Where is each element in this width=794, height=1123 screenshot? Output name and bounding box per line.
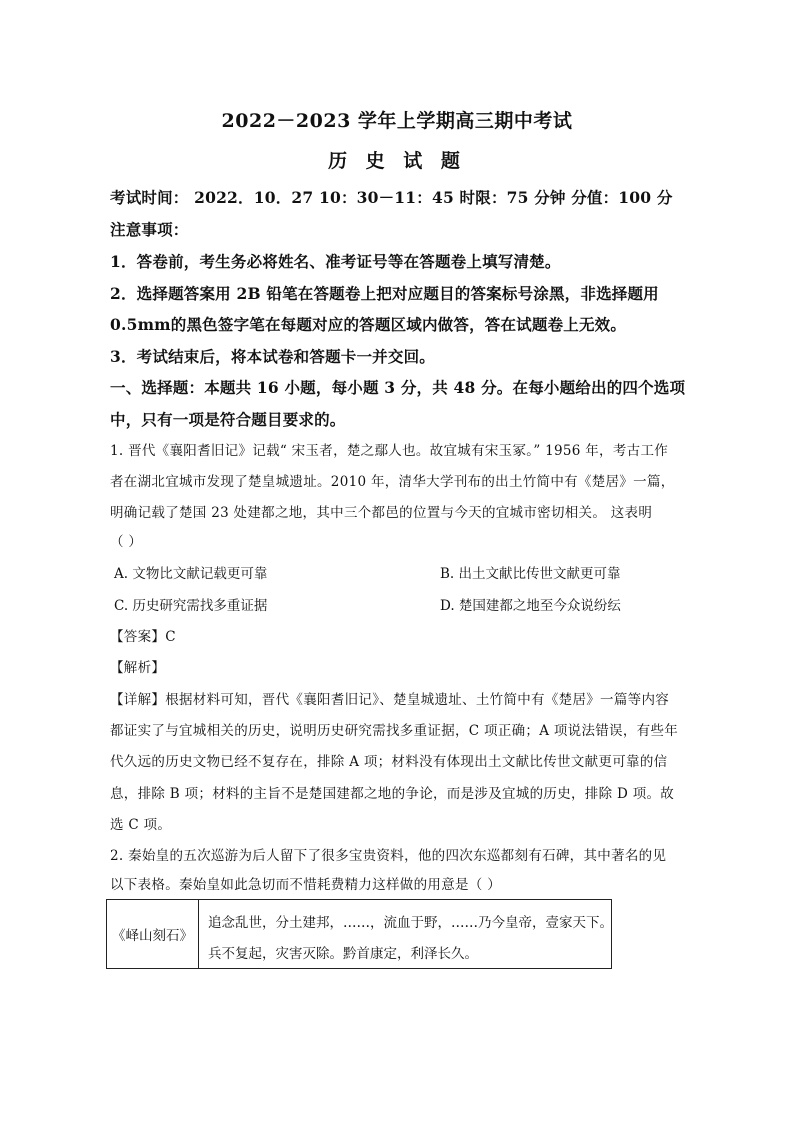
q1-stem-line4: （ ） — [110, 534, 143, 550]
note-item-3: 3．考试结束后，将本试卷和答题卡一并交回。 — [110, 347, 435, 366]
q1-stem-line3: 明确记载了楚国 23 处建都之地，其中三个都邑的位置与今天的宜城市密切相关。 这表明 — [110, 505, 653, 521]
q2-material-table — [106, 899, 612, 969]
q1-option-a: A. 文物比文献记载更可靠 — [114, 566, 268, 582]
exam-title: 2022－2023 学年上学期高三期中考试 — [221, 110, 573, 132]
q1-detail-line2: 都证实了与宜城相关的历史，说明历史研究需找多重证据，C 项正确；A 项说法错误，有些年 — [110, 723, 679, 739]
section-heading-line2: 中，只有一项是符合题目要求的。 — [110, 410, 346, 429]
q2-stem-line1: 2. 秦始皇的五次巡游为后人留下了很多宝贵资料，他的四次东巡都刻有石碑，其中著名的见 — [110, 848, 667, 864]
notes-heading: 注意事项： — [110, 220, 189, 239]
q1-option-d: D. 楚国建都之地至今众说纷纭 — [440, 598, 621, 614]
subject-title: 历 史 试 题 — [328, 150, 466, 172]
q2-table-header: 《峄山刻石》 — [107, 900, 199, 968]
q1-option-c: C. 历史研究需找多重证据 — [114, 598, 268, 614]
exam-info: 考试时间： 2022．10．27 10：30－11：45 时限：75 分钟 分值：100 分 — [110, 188, 673, 207]
q1-detail-line1: 【详解】根据材料可知，晋代《襄阳耆旧记》、楚皇城遗址、土竹简中有《楚居》一篇等内容 — [110, 692, 670, 708]
q2-table-line1: 追念乱世，分土建邦，……，流血于野，……乃今皇帝，壹家天下。 — [208, 915, 613, 931]
q1-stem-line2: 者在湖北宜城市发现了楚皇城遗址。2010 年，清华大学刊布的出土竹简中有《楚居》一篇， — [110, 474, 675, 490]
note-item-1: 1．答卷前，考生务必将姓名、准考证号等在答题卷上填写清楚。 — [110, 252, 561, 271]
q2-table-content — [208, 908, 613, 970]
q1-detail-line3: 代久远的历史文物已经不复存在，排除 A 项；材料没有体现出土文献比传世文献更可靠的信 — [110, 754, 668, 770]
q1-detail-line4: 息，排除 B 项；材料的主旨不是楚国建都之地的争论，而是涉及宜城的历史，排除 D 项。故 — [110, 786, 675, 802]
note-item-2: 2．选择题答案用 2B 铅笔在答题卷上把对应题目的答案标号涂黑，非选择题用 — [110, 284, 659, 303]
q1-detail-line5: 选 C 项。 — [110, 817, 172, 833]
q1-option-b: B. 出土文献比传世文献更可靠 — [440, 566, 621, 582]
q2-stem-line2: 以下表格。秦始皇如此急切而不惜耗费精力这样做的用意是（ ） — [110, 877, 501, 893]
q1-analysis-label: 【解析】 — [110, 660, 166, 676]
q1-answer: 【答案】C — [110, 629, 176, 645]
q1-stem-line1: 1. 晋代《襄阳耆旧记》记载“ 宋玉者，楚之鄢人也。故宜城有宋玉冢。” 1956 年，考古工作 — [110, 443, 669, 459]
note-item-2-cont: 0.5mm的黑色签字笔在每题对应的答题区域内做答，答在试题卷上无效。 — [110, 315, 627, 334]
section-heading-line1: 一、选择题：本题共 16 小题，每小题 3 分，共 48 分。在每小题给出的四个选项 — [110, 378, 686, 397]
q2-table-line2: 兵不复起，灾害灭除。黔首康定，利泽长久。 — [208, 946, 478, 962]
